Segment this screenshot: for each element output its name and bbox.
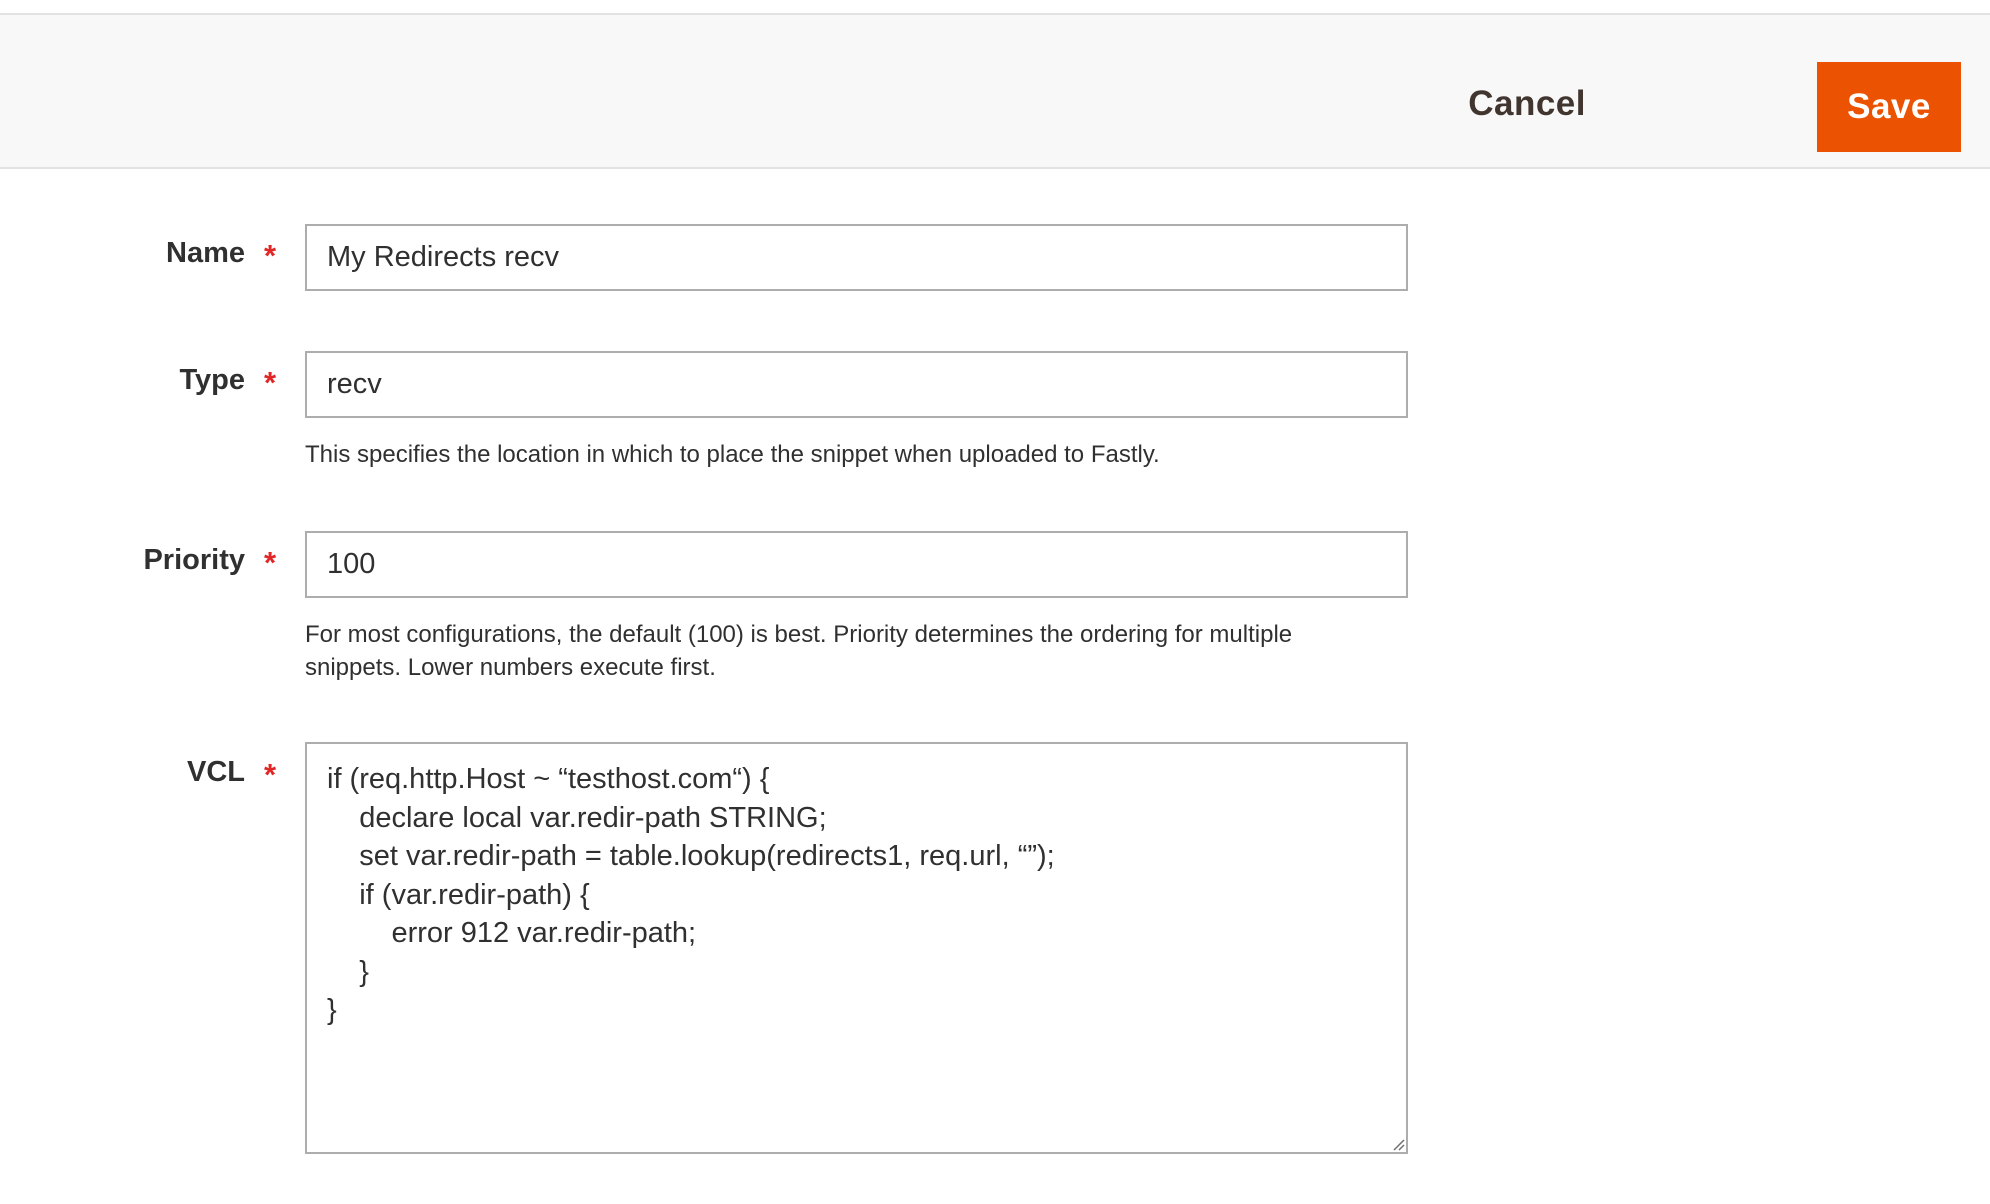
type-input[interactable] [305,351,1408,418]
page-actions-bar [0,15,1990,169]
vcl-label: VCL [187,756,245,788]
save-button[interactable]: Save [1817,62,1961,152]
name-required-marker: * [264,238,277,273]
vcl-textarea[interactable] [305,742,1408,1154]
priority-label: Priority [143,544,245,576]
name-input[interactable] [305,224,1408,291]
priority-note-line-1: For most configurations, the default (100) is best. Priority determines the ordering for multiple [305,621,1293,648]
priority-input[interactable] [305,531,1408,598]
priority-note-line-2: snippets. Lower numbers execute first. [305,654,716,681]
top-border [0,0,1990,15]
cancel-button[interactable]: Cancel [1456,67,1598,141]
type-label: Type [179,364,245,396]
vcl-required-marker: * [264,757,277,792]
type-note: This specifies the location in which to place the snippet when uploaded to Fastly. [305,441,1160,468]
priority-note [305,618,1408,684]
resize-handle-icon[interactable] [1391,1137,1405,1151]
type-required-marker: * [264,365,277,400]
priority-required-marker: * [264,545,277,580]
name-label: Name [166,237,245,269]
